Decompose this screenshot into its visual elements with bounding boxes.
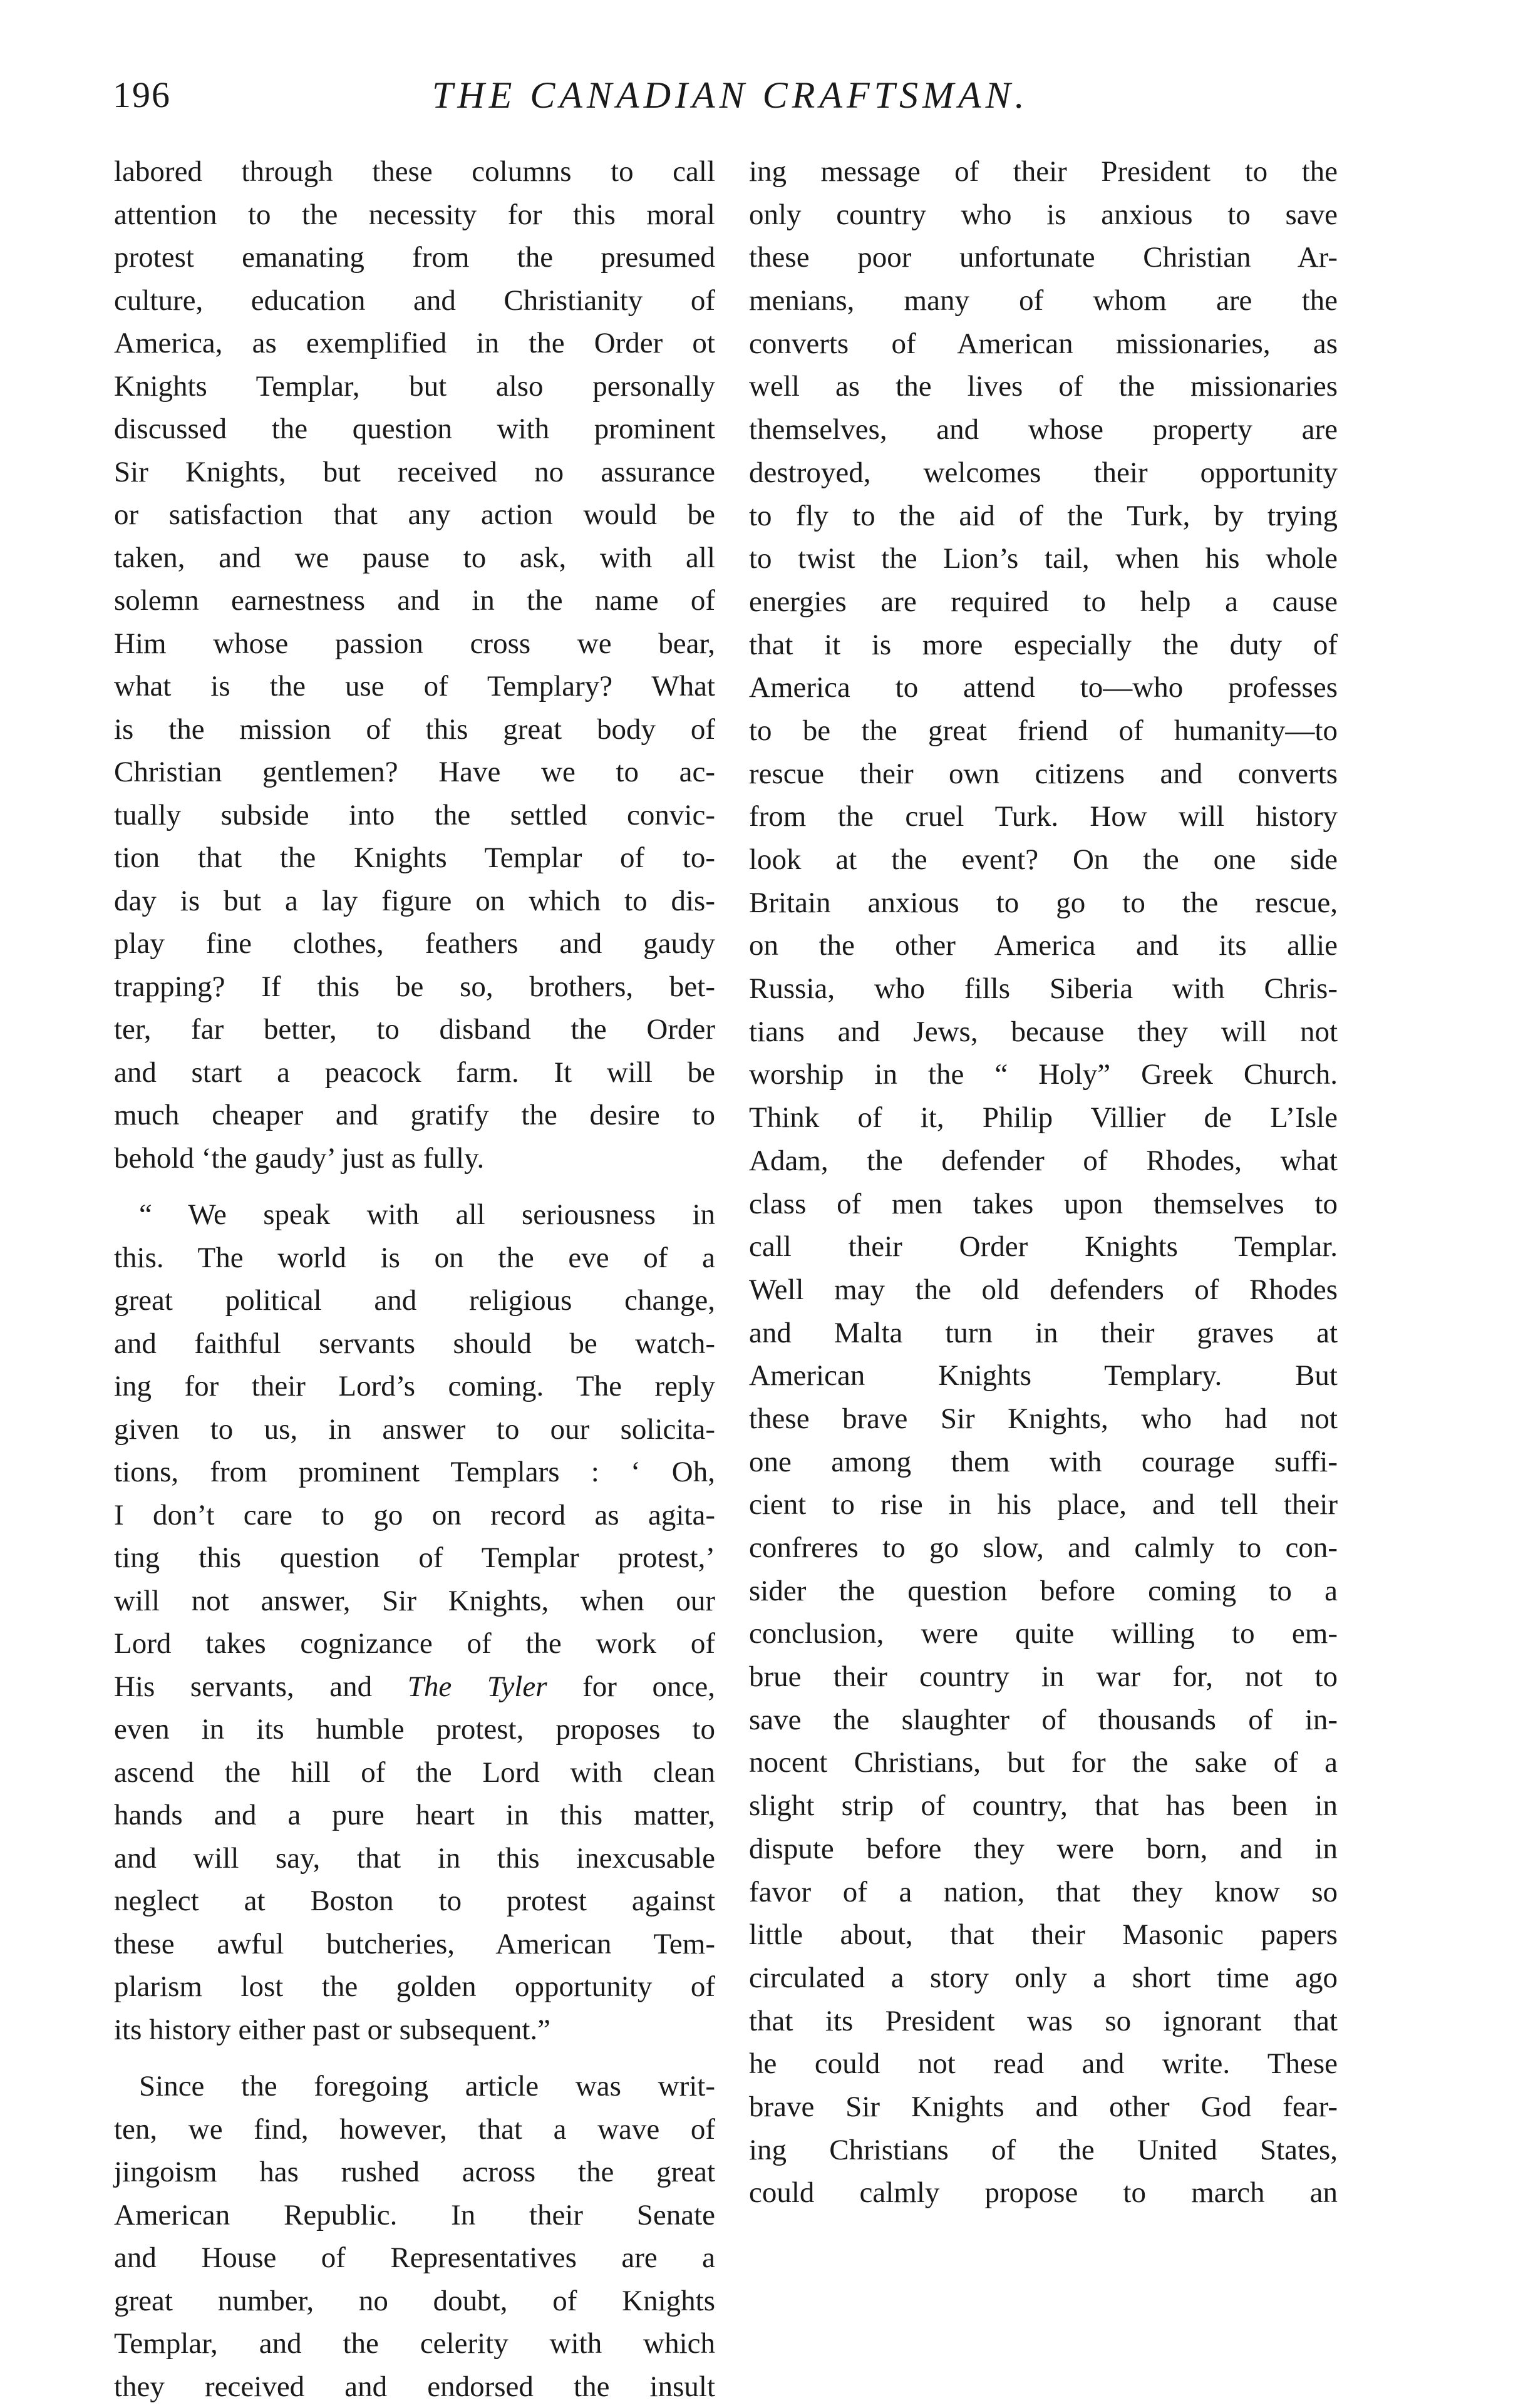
text-line: brue their country in war for, not to	[749, 1655, 1338, 1699]
text-line: and House of Representatives are a	[114, 2236, 715, 2280]
text-line: “ We speak with all seriousness in	[114, 1193, 715, 1237]
text-line: hands and a pure heart in this matter,	[114, 1794, 715, 1837]
text-line: American Knights Templary. But	[749, 1354, 1338, 1397]
text-line: slight strip of country, that has been in	[749, 1784, 1338, 1828]
text-line: these awful butcheries, American Tem-	[114, 1923, 715, 1966]
text-line: to be the great friend of humanity—to	[749, 709, 1338, 753]
text-line: sider the question before coming to a	[749, 1570, 1338, 1613]
text-line: from the cruel Turk. How will history	[749, 795, 1338, 838]
text-line: Russia, who fills Siberia with Chris-	[749, 967, 1338, 1011]
text-line: tion that the Knights Templar of to-	[114, 836, 715, 880]
text-line: circulated a story only a short time ago	[749, 1957, 1338, 2000]
text-line: ting this question of Templar protest,’	[114, 1536, 715, 1580]
text-line: rescue their own citizens and converts	[749, 753, 1338, 796]
text-line: little about, that their Masonic papers	[749, 1913, 1338, 1957]
text-line: American Republic. In their Senate	[114, 2194, 715, 2237]
text-line: well as the lives of the missionaries	[749, 365, 1338, 408]
text-line: themselves, and whose property are	[749, 408, 1338, 451]
text-line: what is the use of Templary? What	[114, 665, 715, 708]
text-line: trapping? If this be so, brothers, bet-	[114, 965, 715, 1009]
text-line: attention to the necessity for this moral	[114, 193, 715, 237]
text-line: discussed the question with prominent	[114, 408, 715, 451]
text-line: one among them with courage suffi-	[749, 1441, 1338, 1484]
text-line: energies are required to help a cause	[749, 580, 1338, 624]
text-line: ter, far better, to disband the Order	[114, 1008, 715, 1051]
text-line: on the other America and its allie	[749, 924, 1338, 967]
text-line: I don’t care to go on record as agita-	[114, 1494, 715, 1537]
text-line: favor of a nation, that they know so	[749, 1871, 1338, 1914]
text-line: Him whose passion cross we bear,	[114, 622, 715, 666]
text-line: Sir Knights, but received no assurance	[114, 451, 715, 494]
text-line: brave Sir Knights and other God fear-	[749, 2086, 1338, 2129]
text-line: class of men takes upon themselves to	[749, 1183, 1338, 1226]
paragraph-3	[114, 2065, 715, 2408]
text-line: they received and endorsed the insult	[114, 2365, 715, 2408]
text-line: he could not read and write. These	[749, 2042, 1338, 2086]
text-line: Well may the old defenders of Rhodes	[749, 1268, 1338, 1312]
text-line: tians and Jews, because they will not	[749, 1011, 1338, 1054]
text-line: worship in the “ Holy” Greek Church.	[749, 1053, 1338, 1096]
text-line: dispute before they were born, and in	[749, 1828, 1338, 1871]
text-line: ing message of their President to the	[749, 150, 1338, 193]
running-head	[113, 74, 1353, 124]
text-line: tually subside into the settled convic-	[114, 794, 715, 837]
text-line: Christian gentlemen? Have we to ac-	[114, 751, 715, 794]
text-line: Knights Templar, but also personally	[114, 365, 715, 408]
text-line: this. The world is on the eve of a	[114, 1237, 715, 1280]
text-line: only country who is anxious to save	[749, 193, 1338, 237]
right-column	[749, 150, 1338, 2215]
text-line: His servants, and The Tyler for once,	[114, 1665, 715, 1709]
left-column	[114, 150, 715, 2408]
text-line: solemn earnestness and in the name of	[114, 579, 715, 622]
text-line: will not answer, Sir Knights, when our	[114, 1580, 715, 1623]
text-line: conclusion, were quite willing to em-	[749, 1612, 1338, 1655]
text-line: Since the foregoing article was writ-	[114, 2065, 715, 2108]
text-line: ten, we find, however, that a wave of	[114, 2108, 715, 2151]
text-line: play fine clothes, feathers and gaudy	[114, 922, 715, 965]
text-line: much cheaper and gratify the desire to	[114, 1094, 715, 1137]
text-line: Lord takes cognizance of the work of	[114, 1622, 715, 1665]
journal-title: THE CANADIAN CRAFTSMAN.	[432, 74, 1029, 117]
text-line: and start a peacock farm. It will be	[114, 1051, 715, 1094]
text-line: and Malta turn in their graves at	[749, 1312, 1338, 1355]
text-line: neglect at Boston to protest against	[114, 1880, 715, 1923]
text-line: menians, many of whom are the	[749, 279, 1338, 322]
text-line: look at the event? On the one side	[749, 838, 1338, 882]
text-line: converts of American missionaries, as	[749, 322, 1338, 366]
text-line: protest emanating from the presumed	[114, 236, 715, 279]
text-line: ing for their Lord’s coming. The reply	[114, 1365, 715, 1408]
text-line: that it is more especially the duty of	[749, 624, 1338, 667]
text-line: labored through these columns to call	[114, 150, 715, 193]
text-line: and will say, that in this inexcusable	[114, 1837, 715, 1880]
text-line: Think of it, Philip Villier de L’Isle	[749, 1096, 1338, 1140]
text-line: to twist the Lion’s tail, when his whole	[749, 537, 1338, 580]
text-line: America, as exemplified in the Order ot	[114, 322, 715, 365]
text-line: America to attend to—who professes	[749, 666, 1338, 709]
text-line: cient to rise in his place, and tell their	[749, 1483, 1338, 1526]
text-line: or satisfaction that any action would be	[114, 493, 715, 537]
paragraph-1	[114, 150, 715, 1180]
text-line: call their Order Knights Templar.	[749, 1225, 1338, 1268]
text-line: even in its humble protest, proposes to	[114, 1708, 715, 1751]
text-line: great number, no doubt, of Knights	[114, 2280, 715, 2323]
text-line: culture, education and Christianity of	[114, 279, 715, 322]
text-line: given to us, in answer to our solicita-	[114, 1408, 715, 1451]
text-line: jingoism has rushed across the great	[114, 2151, 715, 2194]
text-line: nocent Christians, but for the sake of a	[749, 1741, 1338, 1784]
text-line: could calmly propose to march an	[749, 2171, 1338, 2215]
text-line: save the slaughter of thousands of in-	[749, 1699, 1338, 1742]
text-line: these poor unfortunate Christian Ar-	[749, 236, 1338, 279]
text-line: behold ‘the gaudy’ just as fully.	[114, 1137, 715, 1180]
paragraph-2	[114, 1193, 715, 2051]
periodical-title: The Tyler	[408, 1670, 547, 1703]
page-number: 196	[113, 74, 171, 116]
text-line: ing Christians of the United States,	[749, 2129, 1338, 2172]
text-line: ascend the hill of the Lord with clean	[114, 1751, 715, 1794]
text-line: its history either past or subsequent.”	[114, 2009, 715, 2052]
text-line: Templar, and the celerity with which	[114, 2322, 715, 2365]
text-line: Adam, the defender of Rhodes, what	[749, 1140, 1338, 1183]
text-line: that its President was so ignorant that	[749, 2000, 1338, 2043]
text-line: Britain anxious to go to the rescue,	[749, 882, 1338, 925]
paragraph-continuation	[749, 150, 1338, 2215]
text-line: taken, and we pause to ask, with all	[114, 537, 715, 580]
text-line: confreres to go slow, and calmly to con-	[749, 1526, 1338, 1570]
text-line: and faithful servants should be watch-	[114, 1322, 715, 1366]
text-line: day is but a lay figure on which to dis-	[114, 880, 715, 923]
text-line: destroyed, welcomes their opportunity	[749, 451, 1338, 495]
text-line: great political and religious change,	[114, 1279, 715, 1322]
text-line: these brave Sir Knights, who had not	[749, 1397, 1338, 1441]
text-line: tions, from prominent Templars : ‘ Oh,	[114, 1451, 715, 1494]
text-line: is the mission of this great body of	[114, 708, 715, 751]
text-line: to fly to the aid of the Turk, by trying	[749, 495, 1338, 538]
text-line: plarism lost the golden opportunity of	[114, 1965, 715, 2009]
